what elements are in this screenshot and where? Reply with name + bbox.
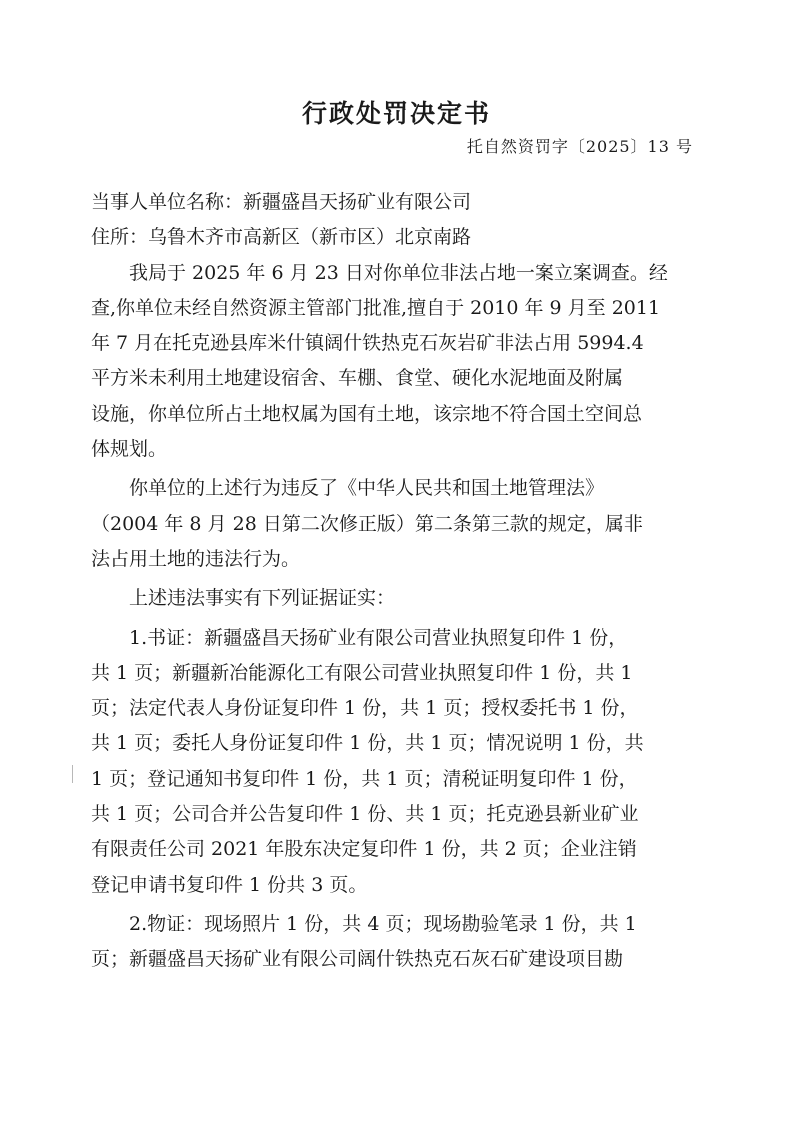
evidence-line: 1.书证：新疆盛昌天扬矿业有限公司营业执照复印件 1 份，: [91, 626, 628, 649]
evidence-line: 页；法定代表人身份证复印件 1 份，共 1 页；授权委托书 1 份，: [91, 697, 639, 720]
body-line: 年 7 月在托克逊县库米什镇阔什铁热克石灰岩矿非法占用 5994.4: [91, 332, 644, 355]
evidence-line: 页；新疆盛昌天扬矿业有限公司阔什铁热克石灰石矿建设项目勘: [91, 948, 624, 971]
document-number: 托自然资罚字〔2025〕13 号: [466, 137, 693, 156]
body-line: 平方米未利用土地建设宿舍、车棚、食堂、硬化水泥地面及附属: [91, 367, 624, 390]
body-line: 设施，你单位所占土地权属为国有土地，该宗地不符合国土空间总: [91, 402, 643, 425]
evidence-line: 共 1 页；委托人身份证复印件 1 份，共 1 页；情况说明 1 份，共: [91, 732, 644, 755]
evidence-line: 2.物证：现场照片 1 份，共 4 页；现场勘验笔录 1 份，共 1: [91, 912, 637, 935]
body-line: 法占用土地的违法行为。: [91, 547, 301, 570]
evidence-line: 1 页；登记通知书复印件 1 份，共 1 页；清税证明复印件 1 份，: [91, 767, 638, 790]
party-name-line: 当事人单位名称：新疆盛昌天扬矿业有限公司: [91, 191, 472, 213]
body-line: 你单位的上述行为违反了《中华人民共和国土地管理法》: [91, 477, 605, 500]
address-line: 住所：乌鲁木齐市高新区（新市区）北京南路: [91, 226, 472, 249]
document-body: [91, 185, 694, 978]
body-line: 我局于 2025 年 6 月 23 日对你单位非法占地一案立案调查。经: [91, 261, 668, 284]
body-line: （2004 年 8 月 28 日第二次修正版）第二条第三款的规定，属非: [91, 512, 643, 535]
body-line: 体规划。: [91, 438, 168, 461]
body-line: 上述违法事实有下列证据证实：: [91, 587, 396, 610]
evidence-line: 有限责任公司 2021 年股东决定复印件 1 份，共 2 页；企业注销: [91, 838, 637, 861]
scan-edge-mark: [72, 765, 73, 783]
evidence-line: 登记申请书复印件 1 份共 3 页。: [91, 873, 368, 896]
document-title: 行政处罚决定书: [301, 99, 491, 128]
evidence-line: 共 1 页；公司合并公告复印件 1 份、共 1 页；托克逊县新业矿业: [91, 803, 639, 826]
body-line: 查,你单位未经自然资源主管部门批准,擅自于 2010 年 9 月至 2011: [91, 296, 661, 319]
evidence-line: 共 1 页；新疆新冶能源化工有限公司营业执照复印件 1 份，共 1: [91, 661, 633, 684]
